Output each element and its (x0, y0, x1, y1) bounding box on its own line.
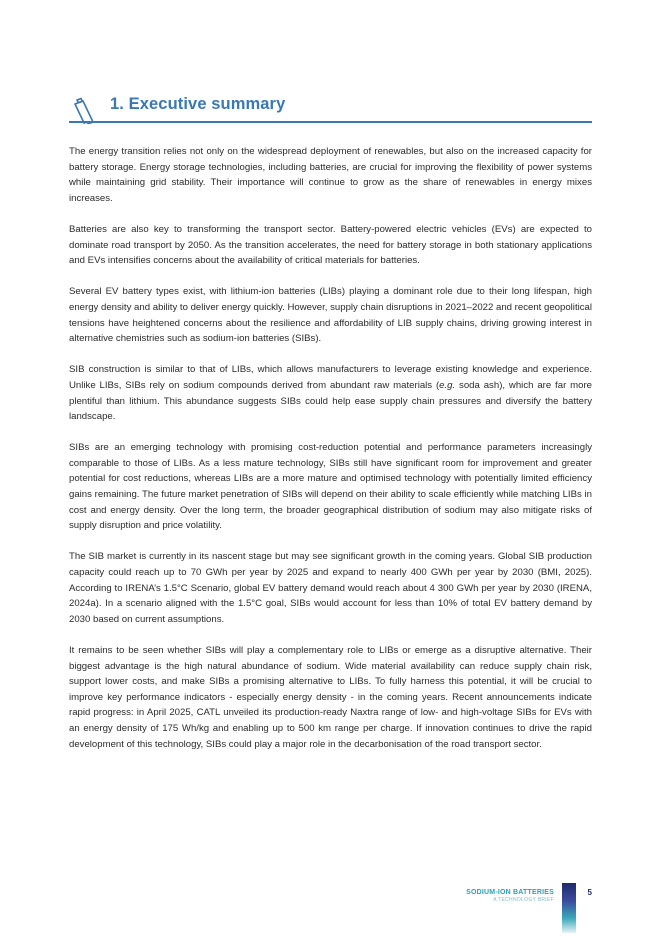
paragraph: It remains to be seen whether SIBs will play a complementary role to LIBs or emerge as a disruptive alternative. Their biggest advantage is the high natural abundance of sodium. Wide material availability can reduce supply chain risk, support lower costs, and make SIBs a promising alternative to LIBs. To fully harness this potential, it will be crucial to improve key performance indicators - especially energy density - in the coming years. Recent announcements indicate rapid progress: in April 2025, CATL unveiled its production-ready Naxtra range of low- and high-voltage SIBs for EVs with an energy density of 175 Wh/kg and enabling up to 500 km range per charge. If innovation continues to drive the rapid development of this technology, SIBs could play a major role in the decarbonisation of the road transport sector. (69, 645, 592, 750)
paragraph-emphasis: e.g. (439, 379, 456, 391)
paragraph: The SIB market is currently in its nascent stage but may see significant growth in the coming years. Global SIB production capacity could reach up to 70 GWh per year by 2025 and expand to nearly 400 GWh per year by 2030 (BMI, 2025). According to IRENA’s 1.5°C Scenario, global EV battery demand would reach about 4 300 GWh per year by 2030 (IRENA, 2024a). In a scenario aligned with the 1.5°C goal, SIBs would account for less than 10% of total EV battery demand by 2030 based on current assumptions. (69, 551, 592, 625)
paragraph-text: SIB construction is similar to that of LIBs, which allows manufacturers to leverage existing knowledge and experience. Unlike LIBs, SIBs rely on sodium compounds derived from abundant raw materials ( (69, 364, 592, 391)
section-header (69, 88, 592, 124)
battery-icon (69, 92, 101, 124)
paragraph (69, 362, 592, 424)
page-number: 5 (587, 888, 592, 897)
paragraph: Batteries are also key to transforming the transport sector. Battery-powered electric vehicles (EVs) are expected to dominate road transport by 2050. As the transition accelerates, the need for battery storage in both stationary applications and EVs intensifies concerns about the availability of critical materials for batteries. (69, 223, 592, 267)
footer-report-subtitle: A TECHNOLOGY BRIEF (493, 897, 554, 903)
body-text (69, 144, 592, 768)
paragraph: Several EV battery types exist, with lithium-ion batteries (LIBs) playing a dominant role due to their long lifespan, high energy density and ability to deliver energy quickly. However, supply chain disruptions in 2021–2022 and recent geopolitical tensions have heightened concerns about the resilience and affordability of LIB supply chains, driving growing interest in alternative chemistries such as sodium-ion batteries (SIBs). (69, 286, 592, 345)
paragraph-text: soda ash), which are far more plentiful than lithium. This abundance suggests SIBs could help ease supply chain pressures and diversify the battery landscape. (69, 379, 592, 423)
paragraph: The energy transition relies not only on the widespread deployment of renewables, but also on the increased capacity for battery storage. Energy storage technologies, including batteries, are crucial for improving the flexibility of power systems while maintaining grid stability. Their importance will continue to grow as the share of renewables in energy mixes increases. (69, 146, 592, 204)
page-title: 1. Executive summary (110, 95, 286, 113)
footer-color-bar (562, 883, 576, 933)
title-divider (69, 121, 592, 123)
paragraph: SIBs are an emerging technology with promising cost-reduction potential and performance parameters increasingly comparable to those of LIBs. As a less mature technology, SIBs still have significant room for improvement and greater potential for cost reductions, whereas LIBs are a more mature and optimised technology with potentially limited efficiency gains remaining. The future market penetration of SIBs will depend on their ability to scale efficiently while matching LIBs in cost and energy density. Over the long term, the broader geographical distribution of sodium may also mitigate risks of supply disruption and price volatility. (69, 442, 592, 532)
footer-report-title: SODIUM-ION BATTERIES (466, 889, 554, 896)
page-footer (392, 883, 592, 933)
